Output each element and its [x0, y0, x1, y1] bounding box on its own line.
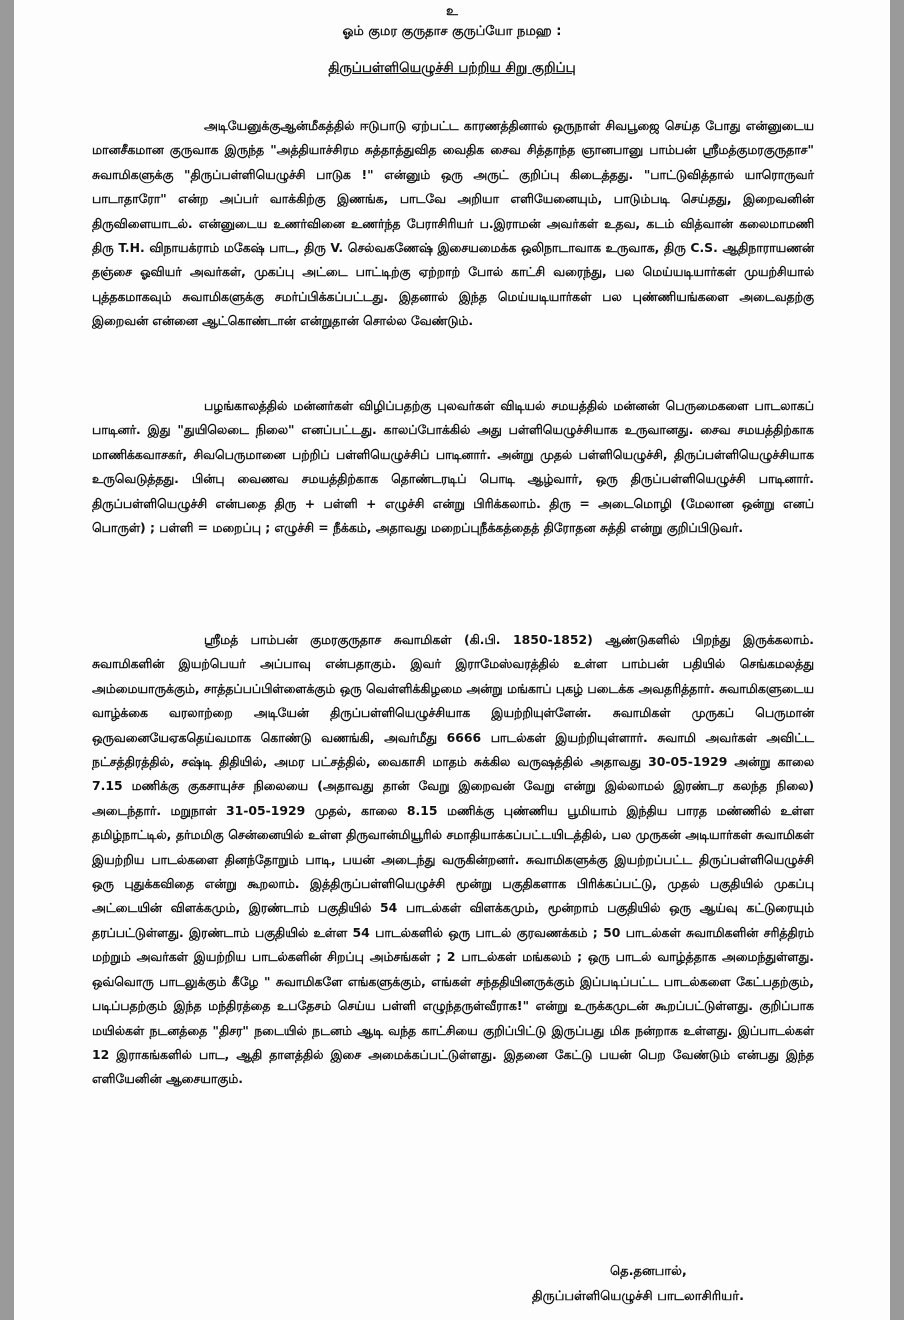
- paragraph-history: பழங்காலத்தில் மன்னர்கள் விழிப்பதற்கு புலவர்கள் விடியல் சமயத்தில் மன்னன் பெருமைகளை பாடலாகப் பாடினர். இது "துயிலெடை நிலை" எனப்பட்டது. காலப்போக்கில் அது பள்ளியெழுச்சியாக உருவானது. சைவ சமயத்திற்காக மாணிக்கவாசகர், சிவபெருமானை பற்றிப் பள்ளியெழுச்சிப் பாடினார். அன்று முதல் பள்ளியெழுச்சி, திருப்பள்ளியெழுச்சியாக உருவெடுத்தது. பின்பு வைணவ சமயத்திற்காக தொண்டரடிப் பொடி ஆழ்வார், ஒரு திருப்பள்ளியெழுச்சி பாடினார். திருப்பள்ளியெழுச்சி என்பதை திரு + பள்ளி + எழுச்சி என்று பிரிக்கலாம். திரு = அடைமொழி (மேலான ஒன்று எனப் பொருள்) ; பள்ளி = மறைப்பு ; எழுச்சி = நீக்கம், அதாவது மறைப்புநீக்கத்தைத் திரோதன சுத்தி என்று குறிப்பிடுவர்.: [92, 398, 814, 536]
- invocation-line: ஓம் குமர குருதாச குருப்யோ நமஹ :: [342, 24, 562, 39]
- document-page: [14, 0, 890, 1320]
- pillaiyar-suzhi-symbol: உ: [446, 4, 458, 19]
- paragraph-swamigal-biography: ஸ்ரீமத் பாம்பன் குமரகுருதாச சுவாமிகள் (கி.பி. 1850-1852) ஆண்டுகளில் பிறந்து இருக்கலாம். சுவாமிகளின் இயற்பெயர் அப்பாவு என்பதாகும். இவர் இராமேஸ்வரத்தில் உள்ள பாம்பன் பதியில் செங்கமலத்து அம்மையாருக்கும், சாத்தப்பப்பிள்ளைக்கும் ஒரு வெள்ளிக்கிழமை அன்று மங்காப் புகழ் படைக்க அவதரித்தார். சுவாமிகளுடைய வாழ்க்கை வரலாற்றை அடியேன் திருப்பள்ளியெழுச்சியாக இயற்றியுள்ளேன். சுவாமிகள் முருகப் பெருமான் ஒருவனையேஏகதெய்வமாக கொண்டு வணங்கி, அவர்மீது 6666 பாடல்கள் இயற்றியுள்ளார். சுவாமி அவர்கள் அவிட்ட நட்சத்திரத்தில், சஷ்டி திதியில், அமர பட்சத்தில், வைகாசி மாதம் சுக்கில வருஷத்தில் அதாவது 30-05-1929 அன்று காலை 7.15 மணிக்கு குகசாயுச்ச நிலையை (அதாவது தான் வேறு இறைவன் வேறு என்று இல்லாமல் இரண்டர கலந்த நிலை) அடைந்தார். மறுநாள் 31-05-1929 முதல், காலை 8.15 மணிக்கு புண்ணிய பூமியாம் இந்திய பாரத மண்ணில் உள்ள தமிழ்நாட்டில், தர்மமிகு சென்னையில் உள்ள திருவான்மியூரில் சமாதியாக்கப்பட்டயிடத்தில், பல முருகன் அடியார்கள் சுவாமிகள் இயற்றிய பாடல்களை தினந்தோறும் பாடி, பயன் அடைந்து வருகின்றனர். சுவாமிகளுக்கு இயற்றப்பட்ட திருப்பள்ளியெழுச்சி ஒரு புதுக்கவிதை என்று கூறலாம். இத்திருப்பள்ளியெழுச்சி மூன்று பகுதிகளாக பிரிக்கப்பட்டு, முதல் பகுதியில் முகப்பு அட்டையின் விளக்கமும், இரண்டாம் பகுதியில் 54 பாடல்கள் விளக்கமும், மூன்றாம் பகுதியில் ஒரு ஆய்வு கட்டுரையும் தரப்பட்டுள்ளது. இரண்டாம் பகுதியில் உள்ள 54 பாடல்களில் ஒரு பாடல் குரவணக்கம் ; 50 பாடல்கள் சுவாமிகளின் சரித்திரம் மற்றும் அவர்கள் இயற்றிய பாடல்களின் சிறப்பு அம்சங்கள் ; 2 பாடல்கள் மங்கலம் ; ஒரு பாடல் வாழ்த்தாக அமைந்துள்ளது. ஒவ்வொரு பாடலுக்கும் கீழே " சுவாமிகளே எங்களுக்கும், எங்கள் சந்ததியினருக்கும் இப்படிப்பட்ட பாடல்களை கேட்பதற்கும், படிப்பதற்கும் இந்த மந்திரத்தை உபதேசம் செய்ய பள்ளி எழுந்தருள்வீராக!" என்று உருக்கமுடன் கூறப்பட்டுள்ளது. குறிப்பாக மயில்கள் நடனத்தை "திசர" நடையில் நடனம் ஆடி வந்த காட்சியை குறிப்பிட்டு இருப்பது மிக நன்றாக உள்ளது. இப்பாடல்கள் 12 இராகங்களில் பாட, ஆதி தாளத்தில் இசை அமைக்கப்பட்டுள்ளது. இதனை கேட்டு பயன் பெற வேண்டும் என்பது இந்த எளியேனின் ஆசையாகும்.: [92, 632, 814, 1087]
- paragraph-introduction: அடியேனுக்குஆன்மீகத்தில் ஈடுபாடு ஏற்பட்ட காரணத்தினால் ஒருநாள் சிவபூஜை செய்த போது என்னுடைய மானசீகமான குருவாக இருந்த "அத்தியாச்சிரம சுத்தாத்துவித வைதிக சைவ சித்தாந்த ஞானபானு பாம்பன் ஸ்ரீமத்குமரகுருதாச" சுவாமிகளுக்கு "திருப்பள்ளியெழுச்சி பாடுக !" என்னும் ஒரு அருட் குறிப்பு கிடைத்தது. "பாட்டுவித்தால் யாரொருவர் பாடாதாரோ" என்ற அப்பர் வாக்கிற்கு இணங்க, பாடவே அறியா எளியேனையும், பாடும்படி செய்தது, இறைவனின் திருவிளையாடல். என்னுடைய உணர்வினை உணர்ந்த பேராசிரியர் ப.இராமன் அவர்கள் உதவ, கடம் வித்வான் கலைமாமணி திரு T.H. விநாயக்ராம் மகேஷ் பாட, திரு V. செல்வகணேஷ் இசையமைக்க ஒலிநாடாவாக உருவாக, திரு C.S. ஆதிநாராயணன் தஞ்சை ஓவியர் அவர்கள், முகப்பு அட்டை பாட்டிற்கு ஏற்றாற் போல் காட்சி வரைந்து, பல மெய்யடியார்கள் முயற்சியால் புத்தகமாகவும் சுவாமிகளுக்கு சமர்ப்பிக்கப்பட்டது. இதனால் இந்த மெய்யடியார்கள் பல புண்ணியங்களை அடைவதற்கு இறைவன் என்னை ஆட்கொண்டான் என்றுதான் சொல்ல வேண்டும்.: [92, 118, 814, 329]
- signature-role: திருப்பள்ளியெழுச்சி பாடலாசிரியர்.: [532, 1289, 745, 1304]
- signature-name: தெ.தனபால்,: [610, 1264, 687, 1279]
- document-title: திருப்பள்ளியெழுச்சி பற்றிய சிறு குறிப்பு: [328, 60, 576, 76]
